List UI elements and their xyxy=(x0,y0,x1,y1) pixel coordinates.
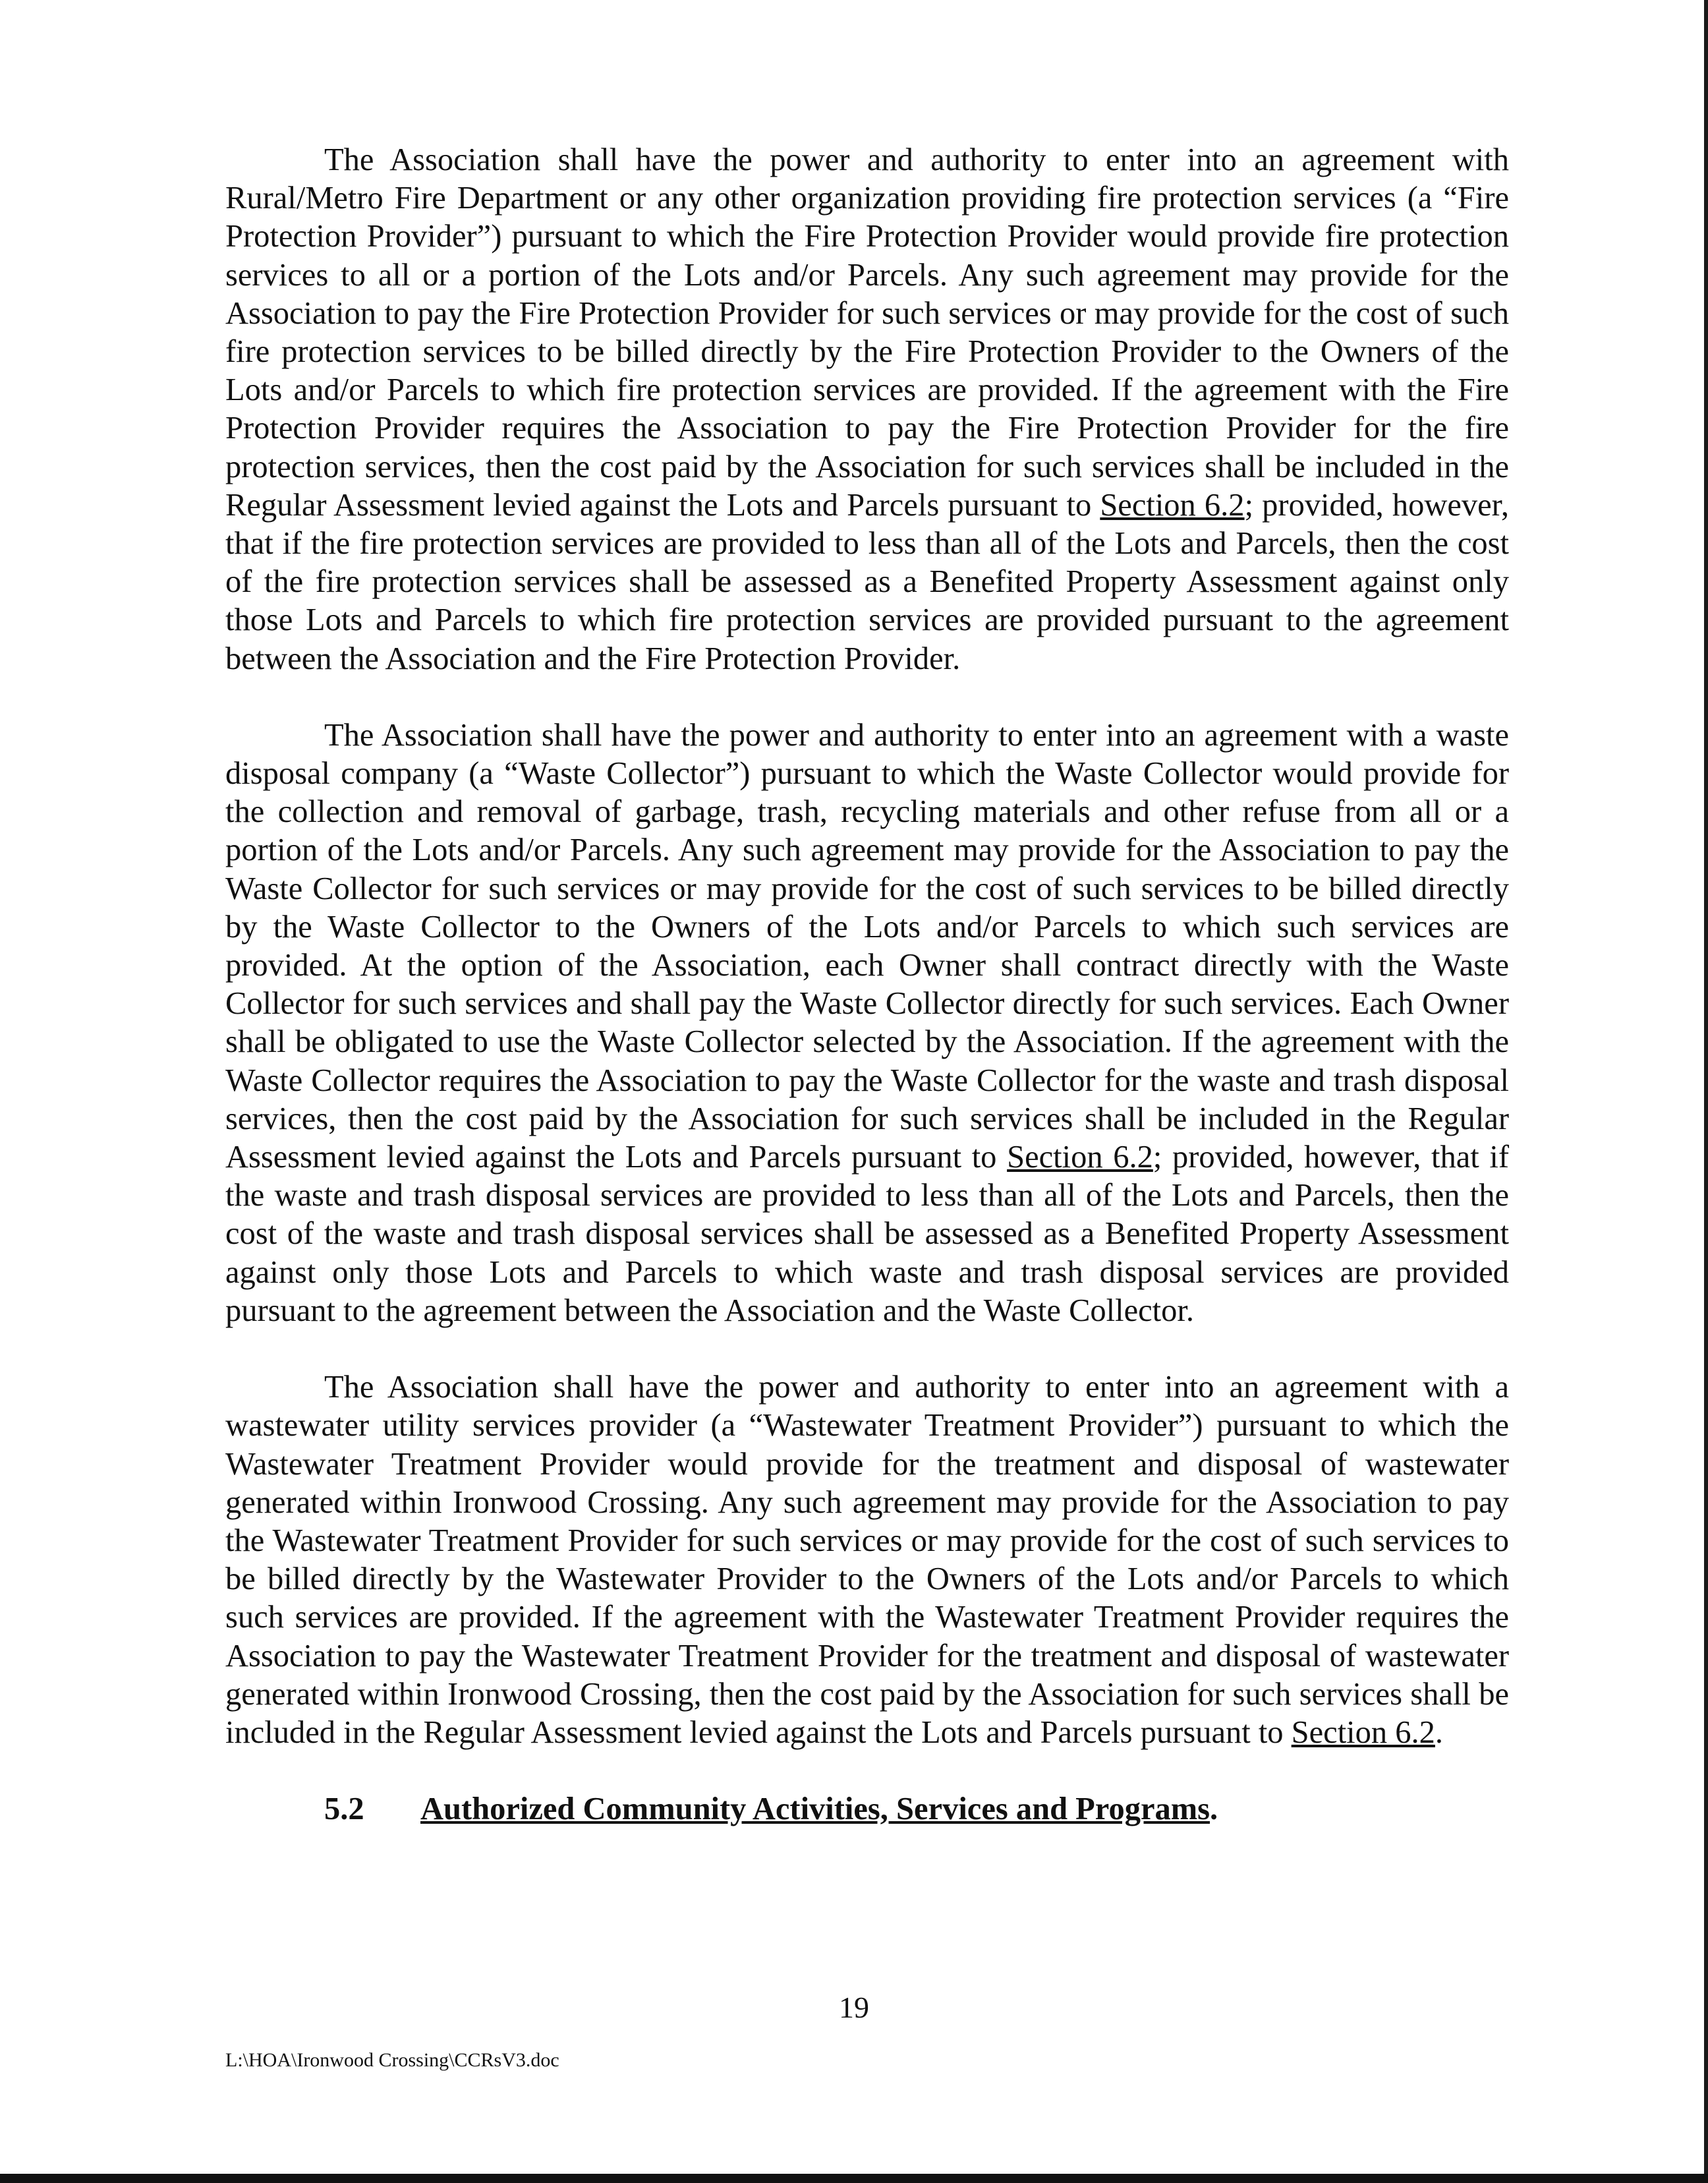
paragraph-wastewater-treatment xyxy=(225,1368,1509,1752)
section-reference: Section 6.2 xyxy=(1007,1140,1153,1175)
paragraph-text: . xyxy=(1435,1714,1444,1750)
document-body xyxy=(225,141,1509,1828)
paragraph-text: The Association shall have the power and authority to enter into an agreement with Rural/Metro Fire Department or any other organization providing fire protection services (a “Fire Protection Provider”) pursuant to which the Fire Protection Provider would provide fire protection services to all or a portion of the Lots and/or Parcels. Any such agreement may provide for the Association to pay the Fire Protection Provider for such services or may provide for the cost of such fire protection services to be billed directly by the Fire Protection Provider to the Owners of the Lots and/or Parcels to which fire protection services are provided. If the agreement with the Fire Protection Provider requires the Association to pay the Fire Protection Provider for the fire protection services, then the cost paid by the Association for such services shall be included in the Regular Assessment levied against the Lots and Parcels pursuant to xyxy=(225,142,1509,523)
paragraph-text: ; provided, however, that if the waste and trash disposal services are provided to less than all of the Lots and Parcels, then the cost of the waste and trash disposal services shall be assessed as a Benefited Property Assessment against only those Lots and Parcels to which waste and trash disposal services are provided pursuant to the agreement between the Association and the Waste Collector. xyxy=(225,1140,1509,1328)
section-title: Authorized Community Activities, Services and Programs xyxy=(420,1791,1210,1827)
scan-border-bottom xyxy=(0,2174,1708,2183)
paragraph-text: The Association shall have the power and authority to enter into an agreement with a waste disposal company (a “Waste Collector”) pursuant to which the Waste Collector would provide for the collection and removal of garbage, trash, recycling materials and other refuse from all or a portion of the Lots and/or Parcels. Any such agreement may provide for the Association to pay the Waste Collector for such services or may provide for the cost of such services to be billed directly by the Waste Collector to the Owners of the Lots and/or Parcels to which such services are provided. At the option of the Association, each Owner shall contract directly with the Waste Collector for such services and shall pay the Waste Collector directly for such services. Each Owner shall be obligated to use the Waste Collector selected by the Association. If the agreement with the Waste Collector requires the Association to pay the Waste Collector for the waste and trash disposal services, then the cost paid by the Association for such services shall be included in the Regular Assessment levied against the Lots and Parcels pursuant to xyxy=(225,717,1509,1175)
paragraph-text: ; provided, however, that if the fire protection services are provided to less than all of the Lots and Parcels, then the cost of the fire protection services shall be assessed as a Benefited Property Assessment against only those Lots and Parcels to which fire protection services are provided pursuant to the agreement between the Association and the Fire Protection Provider. xyxy=(225,487,1509,676)
section-reference: Section 6.2 xyxy=(1100,487,1245,523)
paragraph-waste-collection xyxy=(225,716,1509,1330)
section-number: 5.2 xyxy=(324,1791,364,1827)
section-title-period: . xyxy=(1210,1791,1218,1827)
footer-file-path: L:\HOA\Ironwood Crossing\CCRsV3.doc xyxy=(225,2049,559,2071)
paragraph-text: The Association shall have the power and authority to enter into an agreement with a wastewater utility services provider (a “Wastewater Treatment Provider”) pursuant to which the Wastewater Treatment Provider would provide for the treatment and disposal of wastewater generated within Ironwood Crossing. Any such agreement may provide for the Association to pay the Wastewater Treatment Provider for such services or may provide for the cost of such services to be billed directly by the Wastewater Provider to the Owners of the Lots and/or Parcels to which such services are provided. If the agreement with the Wastewater Treatment Provider requires the Association to pay the Wastewater Treatment Provider for the treatment and disposal of wastewater generated within Ironwood Crossing, then the cost paid by the Association for such services shall be included in the Regular Assessment levied against the Lots and Parcels pursuant to xyxy=(225,1370,1509,1750)
section-reference: Section 6.2 xyxy=(1291,1714,1435,1750)
page-number: 19 xyxy=(839,1991,869,2024)
paragraph-fire-protection xyxy=(225,141,1509,678)
section-heading xyxy=(225,1790,1509,1828)
scan-border-right xyxy=(1704,0,1708,2183)
